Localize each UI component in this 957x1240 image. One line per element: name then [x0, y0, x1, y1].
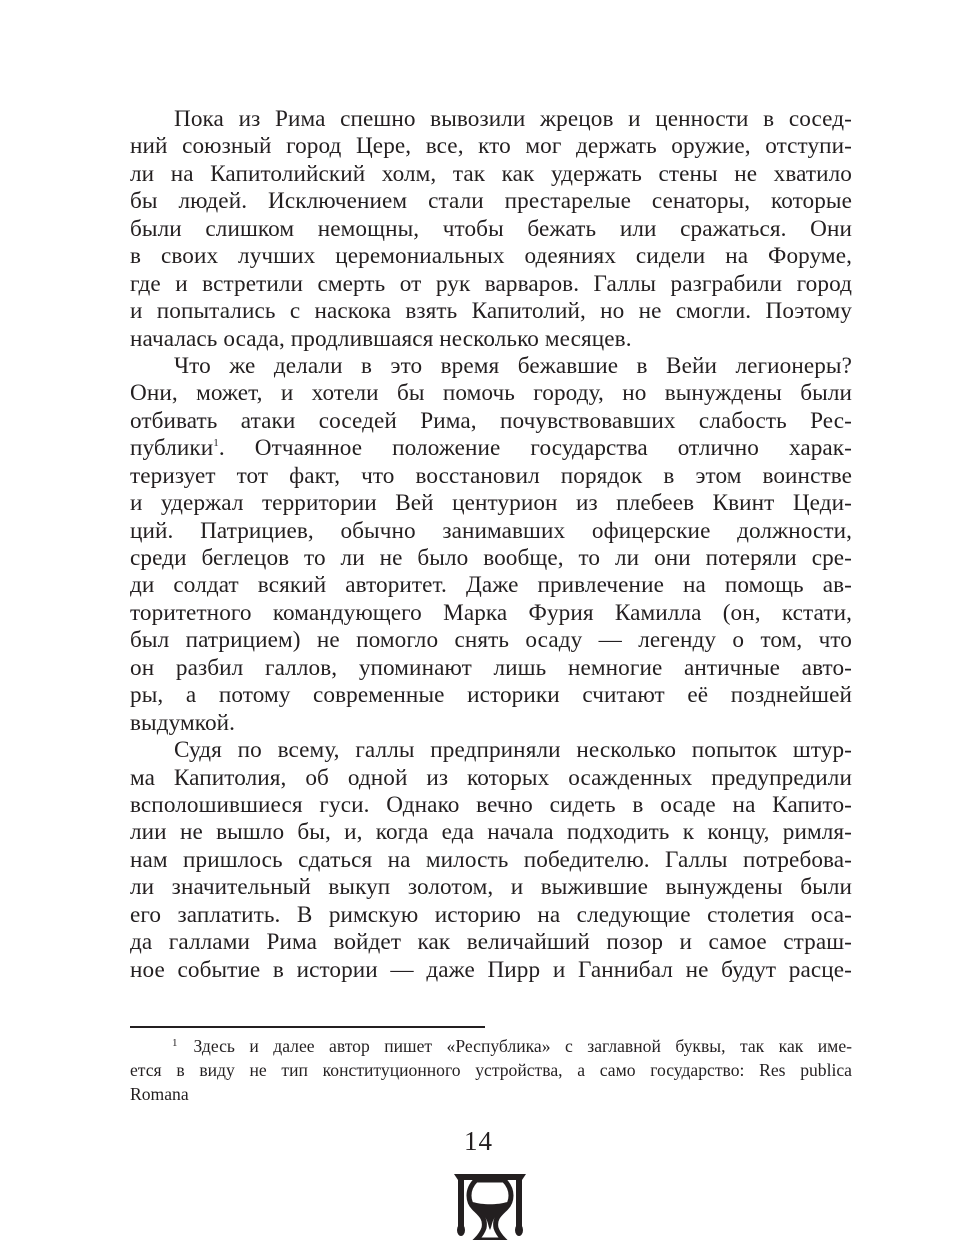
footnote-divider: [130, 1026, 485, 1028]
text-line: где и встретили смерть от рук варваров. Галлы разграбили город: [130, 270, 852, 297]
footnote-marker: 1: [172, 1037, 178, 1049]
text-line: Они, может, и хотели бы помочь городу, но вынуждены были: [130, 380, 852, 407]
text-line: лии не вышло бы, и, когда еда начала подходить к концу, римля-: [130, 819, 852, 846]
text-line: Судя по всему, галлы предприняли несколько попыток штур-: [174, 737, 852, 764]
page-number: 14: [464, 1126, 493, 1156]
text-line: его заплатить. В римскую историю на следующие столетия оса-: [130, 901, 852, 928]
footnote-line: ется в виду не тип конституционного устройства, а само государство: Res publica: [130, 1060, 852, 1080]
footnote-reference[interactable]: 1: [213, 437, 219, 450]
text-line: ное событие в истории — даже Пирр и Ганнибал не будут расце-: [130, 956, 852, 983]
footnote-line: Romana: [130, 1084, 189, 1104]
text-line: теризует тот факт, что восстановил порядок в этом воинстве: [130, 462, 852, 489]
text-line: среди беглецов то ли не было вообще, то ли они потеряли сре-: [130, 545, 852, 571]
text-line: ма Капитолия, об одной из которых осажденных предупредили: [130, 764, 852, 791]
text-line: ций. Патрициев, обычно занимавших офицерские должности,: [130, 517, 852, 544]
hourglass-icon: [452, 1168, 528, 1240]
text-line: ний союзный город Цере, все, кто мог держать оружие, отступи-: [130, 133, 852, 160]
text-line: были слишком немощны, чтобы бежать или сражаться. Они: [130, 215, 852, 242]
text-line: и попытались с наскока взять Капитолий, но не смогли. Поэтому: [130, 298, 852, 325]
text-line: ли значительный выкуп золотом, и выжившие вынуждены были: [130, 874, 852, 901]
footnote: [130, 1034, 852, 1106]
text-line: Пока из Рима спешно вывозили жрецов и ценности в сосед-: [174, 106, 852, 132]
paragraph-2: [130, 353, 852, 737]
text-line: ры, а потому современные историки считают её позднейшей: [130, 682, 852, 709]
text-line: началась осада, продлившаяся несколько месяцев.: [130, 325, 632, 352]
text-line: в своих лучших церемониальных одеяниях сидели на Форуме,: [130, 243, 852, 270]
footnote-line: [130, 1034, 852, 1058]
text-fragment: . Отчаянное положение государства отлично харак-: [218, 435, 852, 462]
text-fragment: публики: [130, 435, 214, 462]
paragraph-3: [130, 737, 852, 984]
text-line: ди солдат всякий авторитет. Даже привлечение на помощь ав-: [130, 572, 852, 599]
text-line: Что же делали в это время бежавшие в Вейи легионеры?: [174, 352, 852, 379]
footnote-text: Здесь и далее автор пишет «Республика» с заглавной буквы, так как име-: [193, 1036, 852, 1056]
text-line: ли на Капитолийский холм, так как удержать стены не хватило: [130, 160, 852, 187]
body-text: [130, 106, 852, 984]
paragraph-1: [130, 106, 852, 353]
text-line: всполошившиеся гуси. Однако вечно сидеть в осаде на Капито-: [130, 791, 852, 818]
text-line: выдумкой.: [130, 709, 236, 736]
text-line: бы людей. Исключением стали престарелые сенаторы, которые: [130, 188, 852, 215]
text-line: нам пришлось сдаться на милость победителю. Галлы потребова-: [130, 846, 852, 873]
text-line-with-footnote-ref: [130, 435, 852, 462]
text-line: он разбил галлов, упоминают лишь немногие античные авто-: [130, 654, 852, 681]
text-line: отбивать атаки соседей Рима, почувствовавших слабость Рес-: [130, 407, 852, 434]
text-line: и удержал территории Вей центурион из плебеев Квинт Цеди-: [130, 490, 852, 517]
text-line: да галлами Рима войдет как величайший позор и самое страш-: [130, 929, 852, 956]
text-line: был патрицием) не помогло снять осаду — легенду о том, что: [130, 627, 852, 654]
text-line: торитетного командующего Марка Фурия Камилла (он, кстати,: [130, 599, 852, 626]
